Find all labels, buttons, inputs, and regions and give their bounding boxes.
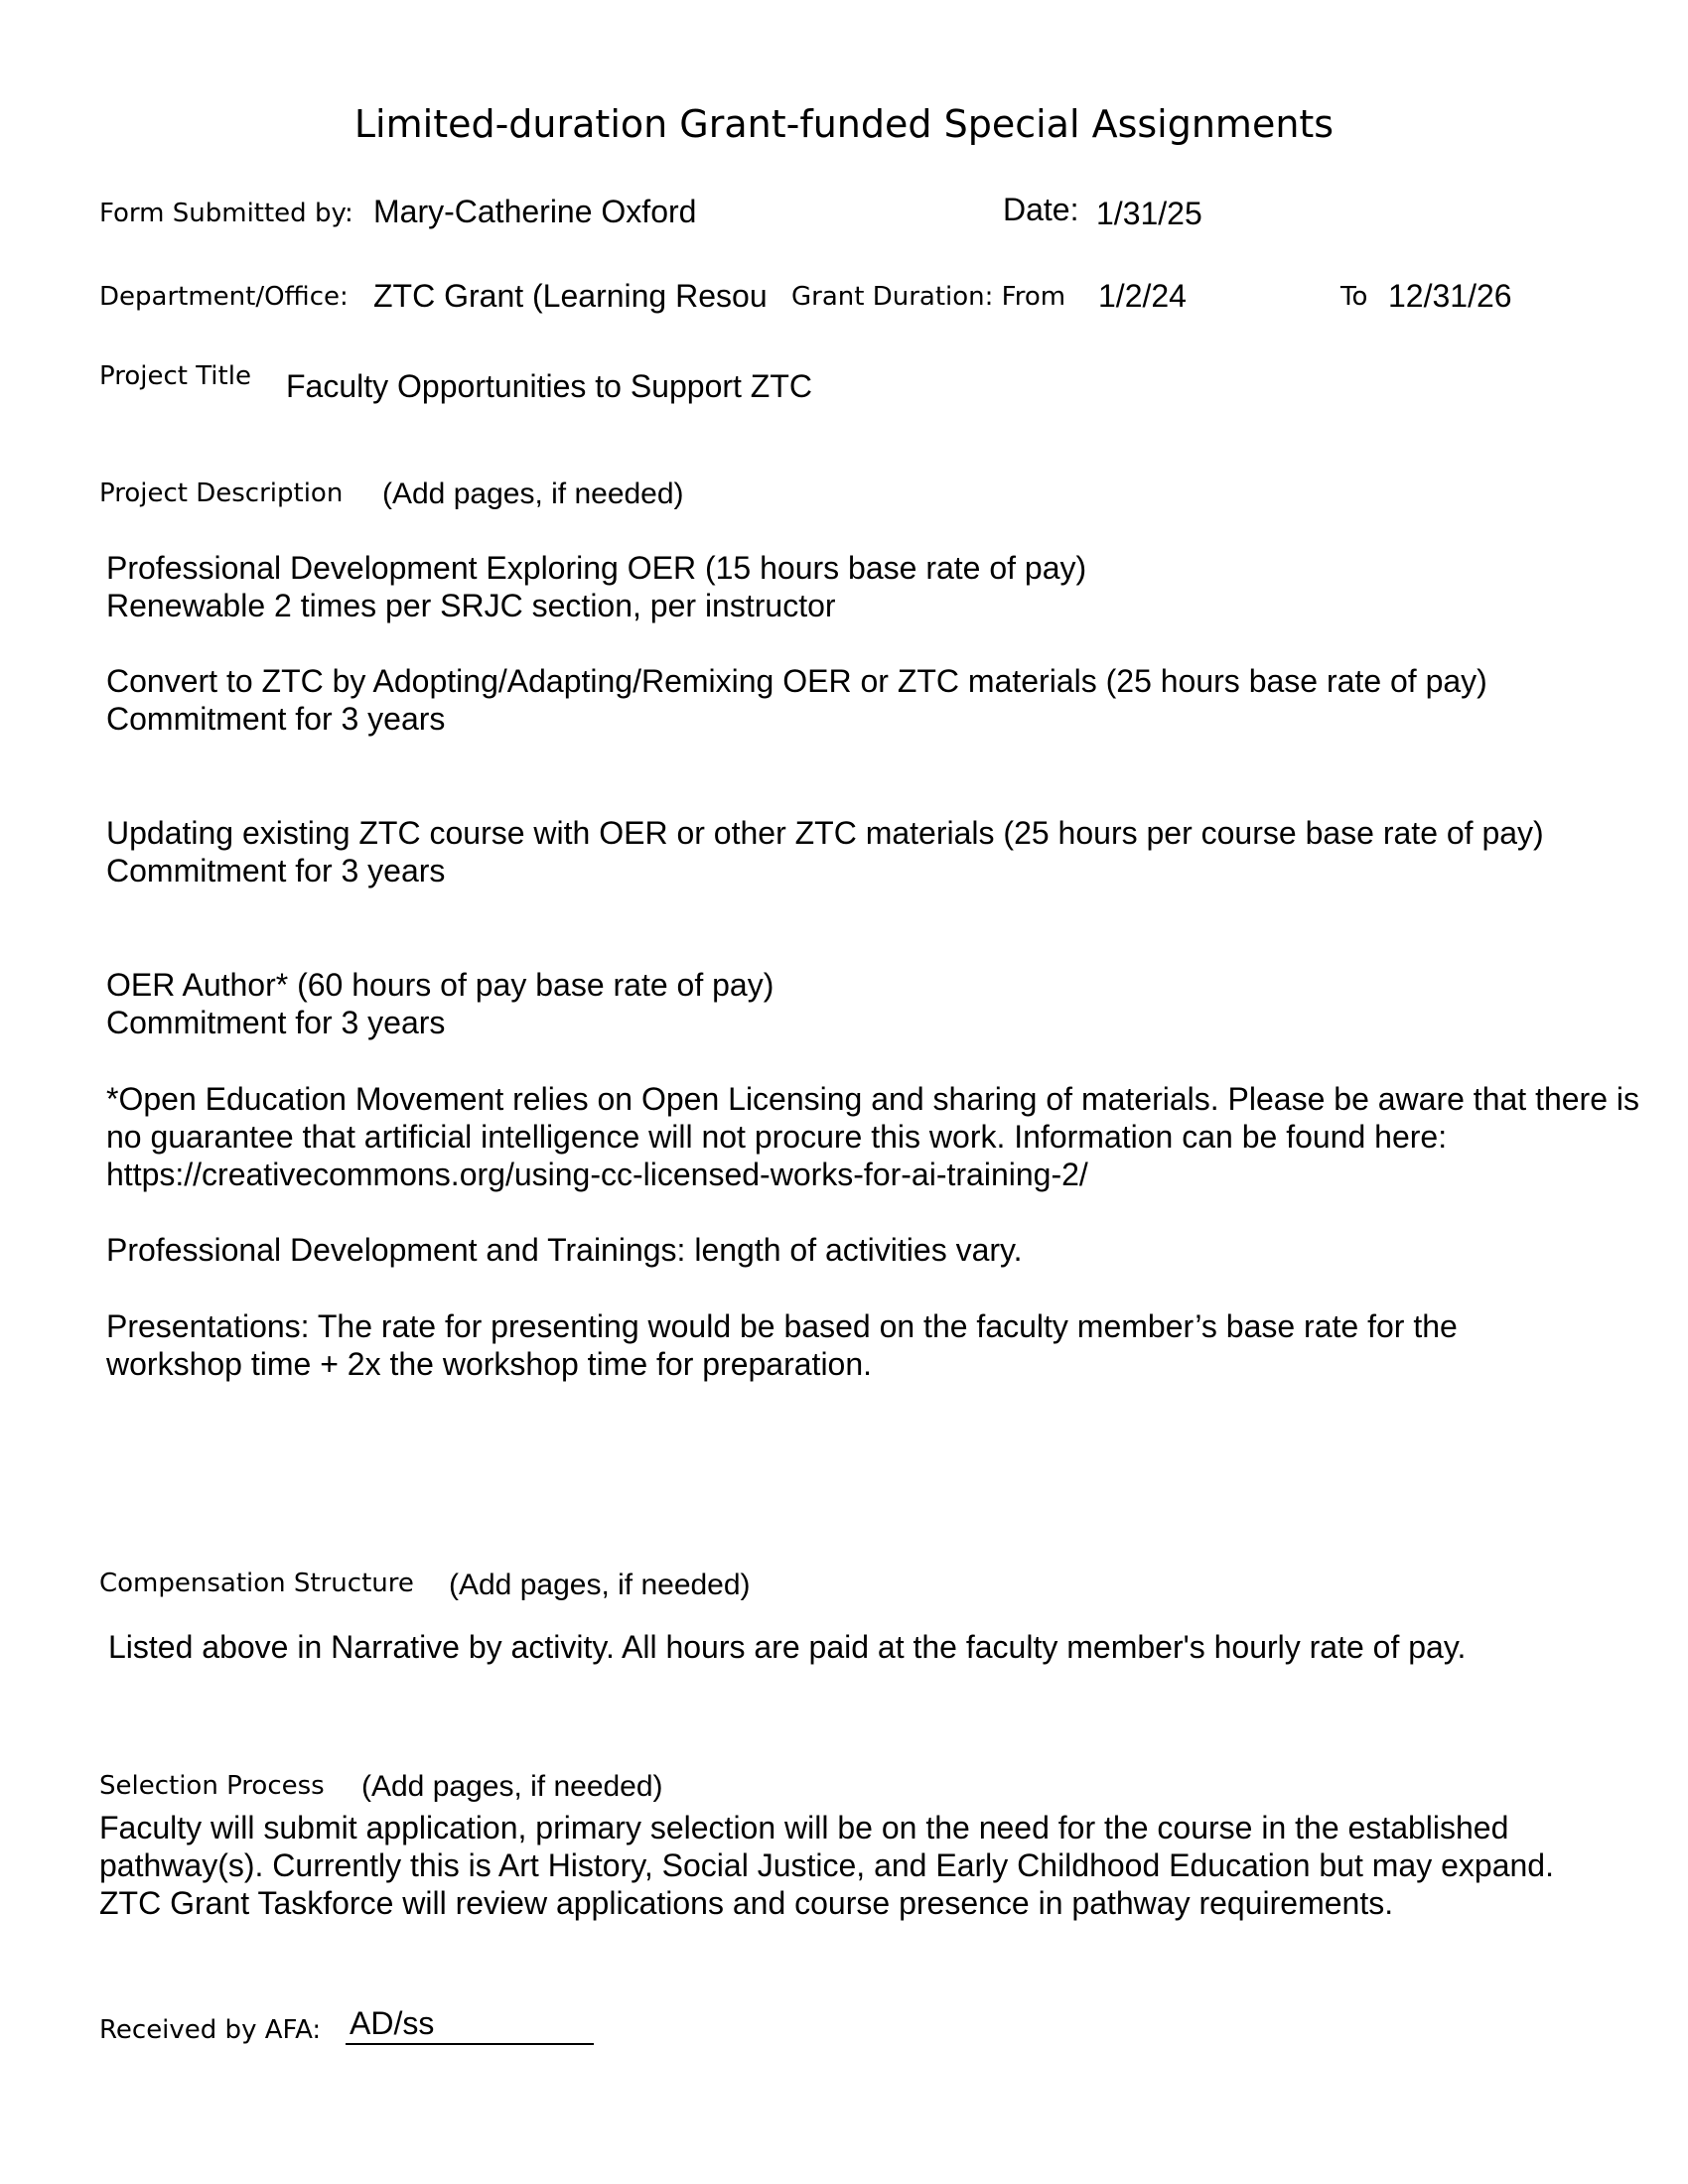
selection-hint: (Add pages, if needed) (361, 1770, 663, 1803)
project-description-hint: (Add pages, if needed) (382, 478, 684, 510)
duration-to-label: To (1340, 282, 1368, 312)
compensation-hint: (Add pages, if needed) (449, 1569, 751, 1601)
presentations-text: Presentations: The rate for presenting would be based on the faculty member’s base rate for the workshop time + 2x the workshop time for preparation. (106, 1308, 1458, 1382)
submitted-by-label: Form Submitted by: (99, 199, 353, 228)
description-item-1 (106, 549, 1635, 624)
description-item-3 (106, 814, 1566, 889)
ai-footnote: *Open Education Movement relies on Open Licensing and sharing of materials. Please be aware that there is no guarantee that artificial intelligence will not procure this work. Information can be found here: https://creativecommons.org/using-cc-licensed-works-for-ai-training-2/ (106, 1081, 1639, 1192)
description-item-4-line1: OER Author* (60 hours of pay base rate of pay) (106, 967, 774, 1003)
project-title-label: Project Title (99, 361, 251, 391)
description-item-1-line1: Professional Development Exploring OER (15 hours base rate of pay) (106, 550, 1087, 586)
date-label: Date: (1003, 192, 1079, 227)
description-item-3-line2: Commitment for 3 years (106, 853, 446, 888)
description-item-2-line2: Commitment for 3 years (106, 701, 446, 737)
submitted-by-field[interactable]: Mary-Catherine Oxford (373, 194, 697, 229)
project-title-field[interactable]: Faculty Opportunities to Support ZTC (286, 368, 812, 404)
description-item-2 (106, 662, 1635, 738)
received-by-label: Received by AFA: (99, 2015, 322, 2045)
compensation-label: Compensation Structure (99, 1569, 414, 1598)
date-field[interactable]: 1/31/25 (1096, 196, 1202, 231)
department-label: Department/Office: (99, 282, 349, 312)
compensation-text: Listed above in Narrative by activity. All hours are paid at the faculty member's hourly rate of pay. (108, 1629, 1467, 1665)
selection-label: Selection Process (99, 1771, 325, 1801)
pd-trainings-text: Professional Development and Trainings: length of activities vary. (106, 1232, 1023, 1268)
form-title: Limited-duration Grant-funded Special Assignments (353, 102, 1335, 146)
grant-duration-label: Grant Duration: From (791, 282, 1066, 312)
duration-from-field[interactable]: 1/2/24 (1098, 278, 1187, 314)
duration-to-field[interactable]: 12/31/26 (1388, 278, 1512, 314)
selection-text: Faculty will submit application, primary selection will be on the need for the course in the established pathway(s). Currently this is Art History, Social Justice, and Early Childhood Education but may expand. ZTC Grant Taskforce will review applications and course presence in pathway requirements. (99, 1810, 1554, 1921)
description-item-4-line2: Commitment for 3 years (106, 1005, 446, 1040)
description-item-2-line1: Convert to ZTC by Adopting/Adapting/Remixing OER or ZTC materials (25 hours base rate of pay) (106, 663, 1487, 699)
description-item-3-line1: Updating existing ZTC course with OER or other ZTC materials (25 hours per course base rate of pay) (106, 815, 1544, 851)
description-item-1-line2: Renewable 2 times per SRJC section, per instructor (106, 588, 836, 623)
received-by-underline (346, 2043, 594, 2045)
department-field[interactable]: ZTC Grant (Learning Resou (373, 278, 768, 314)
project-description-label: Project Description (99, 478, 344, 508)
received-by-field[interactable]: AD/ss (350, 2005, 435, 2041)
description-item-4 (106, 966, 1635, 1041)
